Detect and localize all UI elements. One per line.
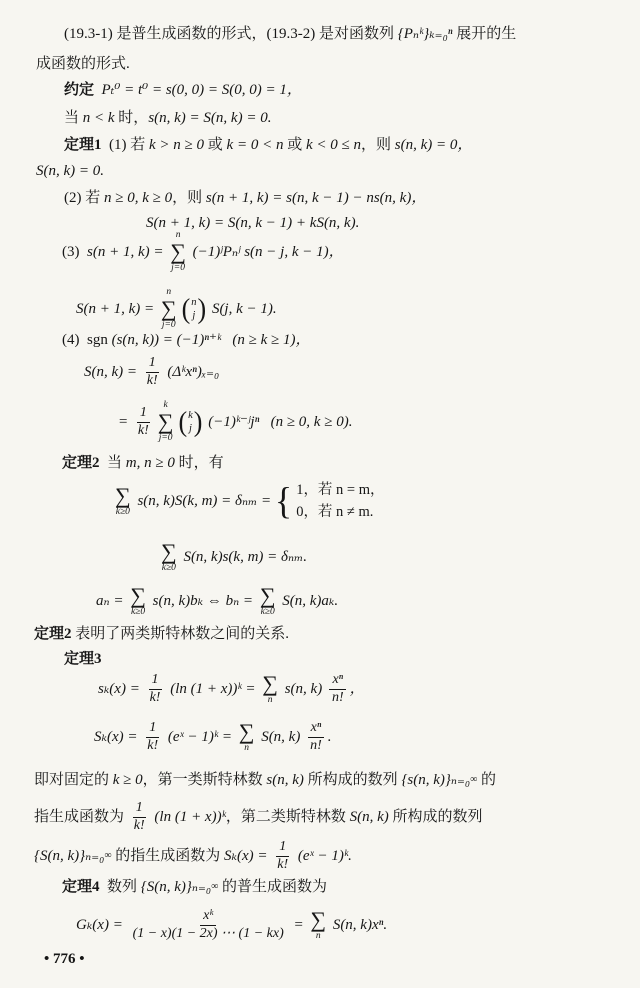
text-run: 当: [99, 455, 126, 471]
math-run: (ln (1 + x))ᵏ: [150, 809, 226, 825]
left-paren: (: [178, 405, 188, 438]
theorem1-part2: [64, 188, 426, 208]
math-run: k ≥ 0: [112, 772, 143, 788]
sigma-glyph: ∑: [160, 296, 177, 321]
summation-symbol: [130, 582, 146, 618]
explanation-line-2: [34, 798, 483, 836]
intro-line-2: [36, 54, 130, 74]
math-run: S(n, k)xⁿ.: [329, 917, 388, 933]
math-run: aₙ =: [96, 593, 128, 609]
math-run: (−1)ʲPₙʲ s(n − j, k − 1)，: [188, 244, 344, 260]
math-run: S(n, k) = 0.: [36, 163, 105, 179]
theorem2-line: [62, 453, 224, 473]
sum-lower-limit: j=0: [161, 320, 176, 330]
math-run: s(n, k): [266, 772, 304, 788]
numerator: 1: [146, 720, 159, 738]
cases-expression: [275, 479, 385, 524]
math-run: n < k: [82, 110, 115, 126]
sum-upper-limit: n: [175, 230, 181, 241]
theorem1-line: [64, 135, 472, 155]
left-paren: (: [181, 292, 191, 325]
fraction: [274, 839, 291, 874]
intro-line-1: [64, 24, 516, 44]
sum-lower-limit: k≥0: [115, 506, 130, 517]
equation-3b: [76, 284, 277, 334]
equation-delta-2: [158, 536, 307, 578]
equation-3: [62, 228, 344, 276]
text-run: (19.3-1) 是普生成函数的形式，(19.3-2) 是对函数列: [64, 26, 398, 42]
sequence-notation: {Pₙᵏ}ₖ₌₀ⁿ: [397, 26, 453, 42]
item-number: (3): [62, 244, 87, 260]
page-number-text: • 776 •: [44, 951, 85, 967]
math-run: S(n, k): [349, 809, 389, 825]
denominator: k!: [133, 817, 145, 833]
sigma-glyph: ∑: [238, 718, 255, 744]
text-run: ，第一类斯特林数: [142, 772, 267, 788]
text-run: 所构成的数列: [388, 809, 483, 825]
text-run: 即对固定的: [34, 772, 113, 788]
sum-lower-limit: j=0: [171, 263, 185, 273]
math-run: (eˣ − 1)ᵏ =: [164, 729, 236, 745]
theorem3-label-line: [64, 649, 102, 669]
summation-symbol: [161, 538, 177, 574]
math-run: S(n, k)aₖ.: [278, 593, 339, 609]
denominator: k!: [277, 856, 289, 872]
denominator: n!: [331, 689, 344, 705]
math-run: S(j, k − 1).: [208, 301, 277, 317]
math-run: S(n, k): [257, 729, 305, 745]
sum-lower-limit: n: [315, 930, 321, 941]
math-run: {s(n, k)}ₙ₌₀: [401, 772, 471, 788]
binom-bottom: j: [192, 310, 196, 321]
math-run: ，: [349, 681, 365, 697]
condition-line: [64, 108, 271, 128]
math-run: (Δᵏxⁿ)ₓ₌₀: [163, 364, 220, 380]
math-run: s(n, k)bₖ ⇔ bₙ =: [148, 593, 257, 609]
math-run: m, n ≥ 0: [125, 455, 175, 471]
sigma-glyph: ∑: [161, 538, 177, 564]
text-run: 所构成的数列: [303, 772, 402, 788]
math-run: Sₖ(x) =: [224, 848, 272, 864]
math-run: S(n + 1, k) = S(n, k − 1) + kS(n, k).: [146, 215, 360, 231]
equation-delta-1: [112, 474, 385, 528]
text-run: 展开的生: [452, 26, 517, 42]
theorem3-label: 定理3: [64, 651, 102, 667]
equation-egf-S: [94, 714, 332, 760]
numerator: 1: [133, 800, 146, 818]
summation-symbol: [262, 670, 278, 706]
text-run: 的: [477, 772, 497, 788]
convention-label: 约定: [64, 82, 95, 98]
math-run: Sₖ(x) =: [94, 729, 142, 745]
math-run: s(n + 1, k) =: [87, 244, 168, 260]
text-run: 表明了两类斯特林数之间的关系.: [75, 626, 290, 642]
sum-lower-limit: k≥0: [260, 606, 275, 617]
right-paren: ): [197, 292, 207, 325]
math-run: (−1)ᵏ⁻ʲjⁿ (n ≥ 0, k ≥ 0).: [204, 414, 353, 430]
denominator: n!: [310, 737, 322, 753]
math-run: s(n, k): [280, 681, 326, 697]
text-run: (1) 若: [101, 137, 150, 153]
text-run: ，则: [360, 137, 395, 153]
math-run: (ln (1 + x))ᵏ =: [166, 681, 260, 697]
text-run: 时，: [114, 110, 149, 126]
sigma-glyph: ∑: [259, 582, 276, 608]
equation-ogf: [76, 900, 387, 950]
theorem2-label: 定理2: [62, 455, 100, 471]
theorem4-label: 定理4: [62, 879, 100, 895]
text-run: ，则: [172, 190, 206, 206]
sigma-glyph: ∑: [310, 906, 327, 932]
math-run: s(n, k) = 0，: [394, 137, 473, 153]
numerator: 1: [146, 355, 159, 373]
sigma-glyph: ∑: [170, 239, 186, 264]
numerator: 1: [276, 839, 289, 857]
binom-top: n: [191, 296, 197, 308]
sigma-glyph: ∑: [262, 670, 278, 696]
binomial-coefficient: [178, 405, 203, 438]
text-run: (2) 若: [64, 190, 104, 206]
theorem4-line: 定理4 数列 {S(n, k)}ₙ₌₀ ∞ 的普生成函数为: [62, 879, 328, 895]
text-run: 成函数的形式.: [36, 56, 130, 72]
math-run: s(n, k) = S(n, k) = 0.: [148, 110, 272, 126]
binomial-coefficient: [181, 292, 207, 325]
summation-symbol: [170, 230, 186, 274]
explanation-line-3: {S(n, k)}ₙ₌₀ ∞ 的指生成函数为 Sₖ(x) = $\frac{1}{k!}$ (eˣ − 1)ᵏ.: [34, 838, 352, 872]
left-brace: {: [274, 480, 293, 522]
math-run: Pₜ⁰ = t⁰ = s(0, 0) = S(0, 0) = 1，: [94, 82, 302, 98]
sum-lower-limit: k≥0: [130, 606, 146, 617]
math-run: s(n, k)S(k, m) = δₙₘ =: [133, 493, 275, 509]
math-run: k = 0 < n: [226, 137, 284, 153]
sum-lower-limit: j=0: [158, 433, 173, 443]
theorem1-label: 定理1: [64, 137, 102, 153]
text-run: 数列: [99, 879, 141, 895]
right-paren: ): [193, 405, 203, 438]
binom-bottom: j: [189, 423, 192, 434]
math-run: =: [289, 917, 308, 933]
sum-upper-limit: n: [166, 287, 172, 298]
fraction: [307, 720, 325, 755]
explanation-line-1: 即对固定的 k ≥ 0 ，第一类斯特林数 s(n, k) 所构成的数列 {s(n, k)}ₙ₌₀ ∞ 的: [34, 772, 497, 788]
sum-lower-limit: n: [267, 694, 273, 705]
math-run: S(n + 1, k) =: [76, 301, 158, 317]
theorem2-ref: 定理2: [34, 626, 76, 642]
sigma-glyph: ∑: [115, 482, 131, 508]
summation-symbol: [310, 906, 327, 942]
denominator: k!: [149, 689, 161, 705]
text-run: 当: [64, 110, 83, 126]
item-number: (4) sgn: [62, 332, 112, 348]
text-run: 时，有: [174, 455, 224, 471]
numerator: xⁿ: [329, 672, 346, 690]
text-run: 的普生成函数为: [218, 879, 328, 895]
case-row-2: 0，若 n ≠ m.: [296, 504, 374, 520]
math-run: sₖ(x) =: [98, 681, 144, 697]
math-run: k < 0 ≤ n: [305, 137, 361, 153]
case-row-1: 1，若 n = m，: [296, 481, 385, 498]
summation-symbol: [158, 400, 174, 444]
summation-symbol: [161, 287, 177, 331]
sum-upper-limit: k: [163, 400, 168, 411]
binom-top: k: [188, 409, 193, 421]
summation-symbol: [115, 482, 131, 518]
math-run: S(n, k)s(k, m) = δₙₘ.: [179, 549, 308, 565]
numerator: 1: [137, 405, 150, 423]
summation-symbol: [259, 582, 276, 618]
equation-4-sgn: [62, 330, 311, 350]
text-run: ，第二类斯特林数: [225, 809, 350, 825]
math-run: .: [327, 729, 332, 745]
summation-symbol: [238, 718, 255, 754]
fraction: [130, 908, 287, 943]
page-number: [44, 949, 85, 969]
fraction: [147, 672, 164, 707]
math-run: (s(n, k)) = (−1)ⁿ⁺ᵏ (n ≥ k ≥ 1)，: [111, 332, 311, 348]
math-run: Gₖ(x) =: [76, 917, 127, 933]
sum-lower-limit: k≥0: [161, 562, 176, 573]
math-run: =: [118, 414, 132, 430]
math-run: (eˣ − 1)ᵏ.: [294, 848, 352, 864]
convention-line: [64, 80, 302, 100]
equation-4-difference: [84, 352, 219, 392]
fraction: [135, 405, 152, 440]
fraction: [144, 355, 161, 390]
numerator: 1: [149, 672, 162, 690]
fraction: [131, 800, 148, 835]
denominator: k!: [147, 737, 159, 753]
fraction: [329, 672, 347, 707]
theorem2-remark: [34, 624, 289, 644]
sum-lower-limit: n: [244, 742, 249, 753]
denominator: k!: [146, 372, 158, 388]
math-run: {S(n, k)}ₙ₌₀: [140, 879, 212, 895]
fraction: [144, 720, 161, 755]
numerator: xᵏ: [200, 908, 216, 926]
text-run: 或: [204, 137, 227, 153]
math-run: S(n, k) =: [84, 364, 141, 380]
denominator: k!: [137, 422, 149, 438]
text-run: 的指生成函数为: [111, 848, 225, 864]
theorem1-continuation: [36, 161, 104, 181]
sigma-glyph: ∑: [157, 409, 174, 434]
equation-4-sum: [118, 398, 352, 446]
equation-inversion: [96, 580, 338, 622]
text-run: 指生成函数为: [34, 809, 128, 825]
equation-egf-s: [98, 666, 365, 712]
denominator: (1 − x)(1 − 2x) ⋯ (1 − kx): [132, 925, 284, 941]
math-run: s(n + 1, k) = s(n, k − 1) − ns(n, k)，: [205, 190, 427, 206]
math-run: {S(n, k)}ₙ₌₀: [34, 848, 105, 864]
math-run: n ≥ 0, k ≥ 0: [104, 190, 173, 206]
math-run: k > n ≥ 0: [149, 137, 205, 153]
numerator: xⁿ: [308, 720, 325, 738]
sigma-glyph: ∑: [130, 582, 146, 608]
text-run: 或: [283, 137, 306, 153]
